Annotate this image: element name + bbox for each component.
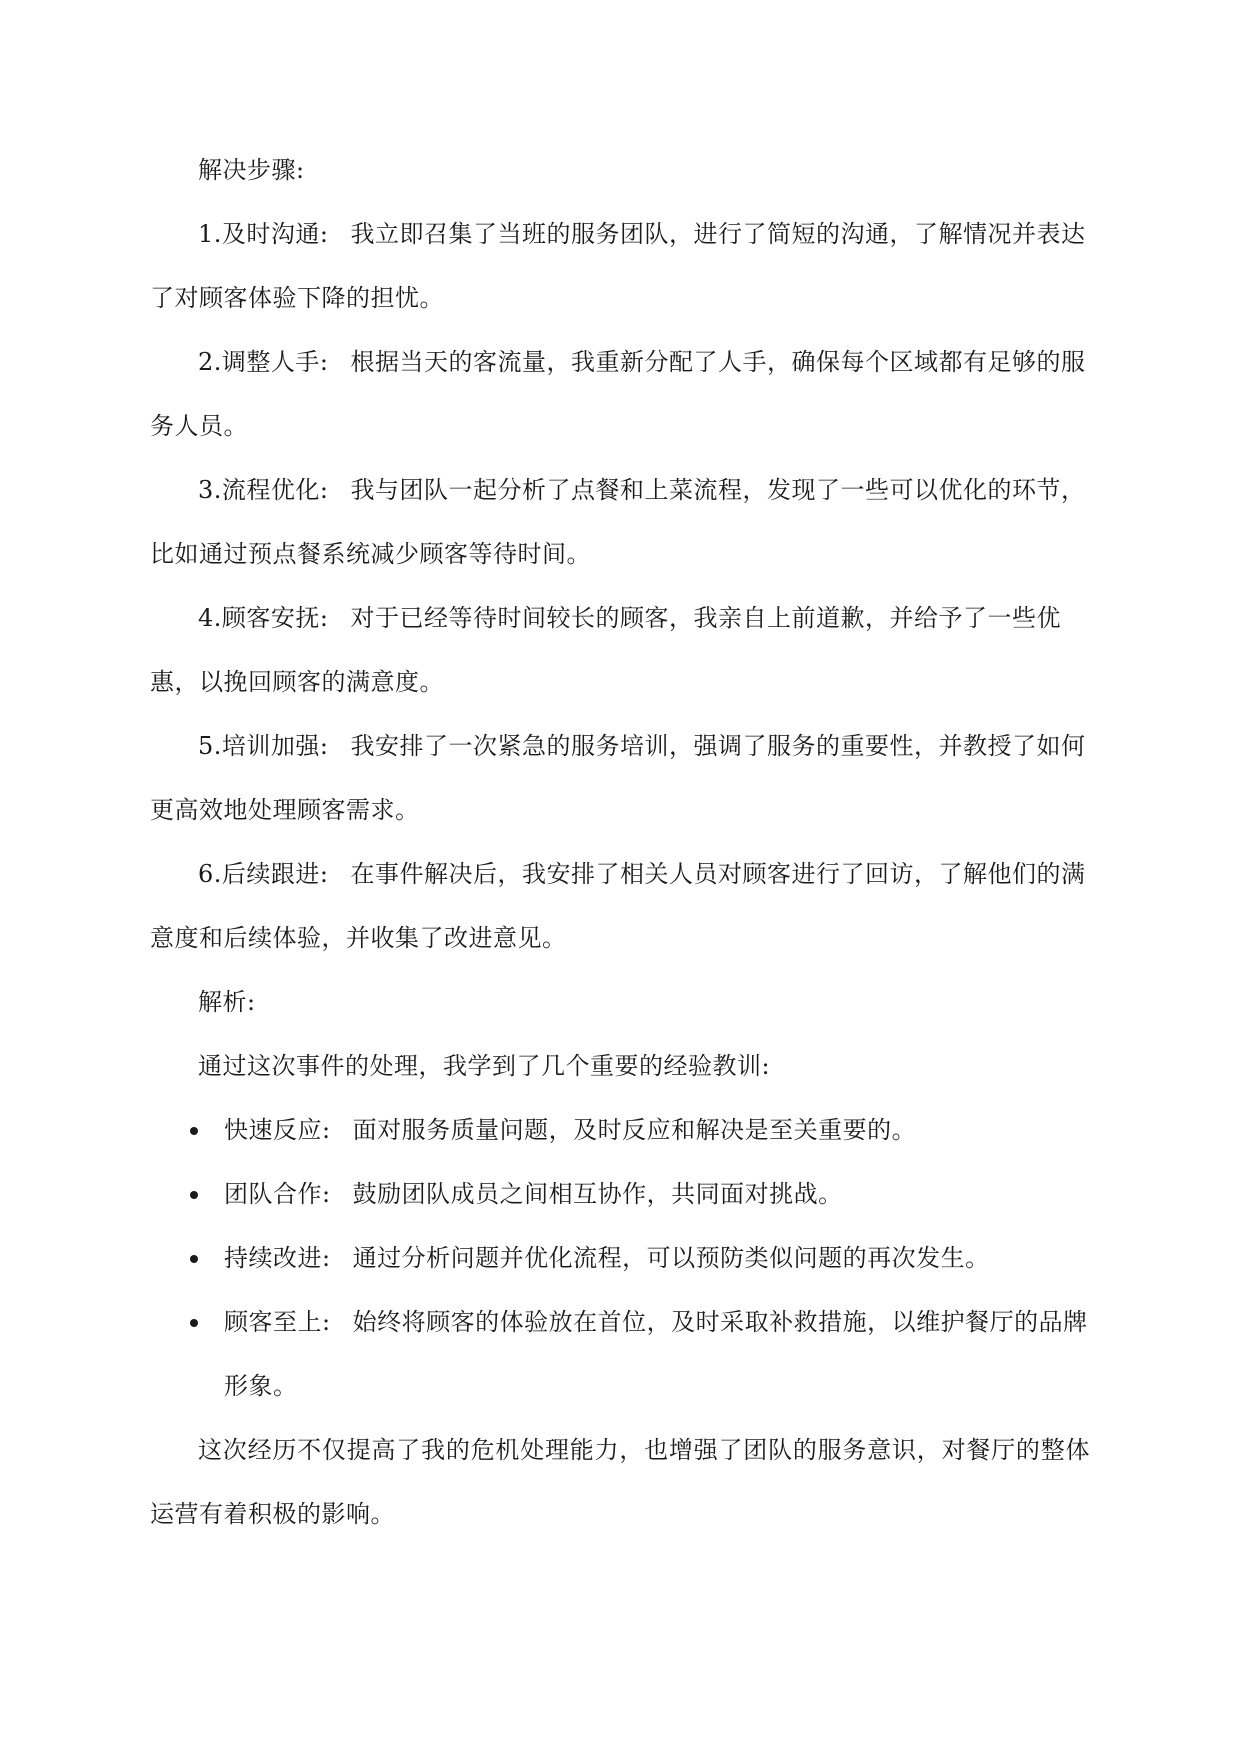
list-item bbox=[150, 1162, 1090, 1226]
bullet-dot-icon bbox=[190, 1319, 198, 1327]
lesson-label: 顾客至上: bbox=[224, 1308, 331, 1336]
bullet-dot-icon bbox=[190, 1127, 198, 1135]
list-item bbox=[150, 1290, 1090, 1418]
bullet-dot-icon bbox=[190, 1191, 198, 1199]
lesson-text: 始终将顾客的体验放在首位，及时采取补救措施，以维护餐厅的品牌形象。 bbox=[224, 1308, 1088, 1400]
step-text: 我安排了一次紧急的服务培训，强调了服务的重要性，并教授了如何更高效地处理顾客需求。 bbox=[150, 732, 1086, 824]
list-item bbox=[150, 1098, 1090, 1162]
step-label: 2.调整人手: bbox=[198, 348, 329, 376]
document-page bbox=[150, 138, 1090, 1546]
steps-heading: 解决步骤: bbox=[198, 156, 305, 184]
step-item bbox=[150, 586, 1090, 714]
conclusion-paragraph: 这次经历不仅提高了我的危机处理能力，也增强了团队的服务意识，对餐厅的整体运营有着积极的影响。 bbox=[150, 1436, 1090, 1528]
step-label: 5.培训加强: bbox=[198, 732, 329, 760]
step-text: 我立即召集了当班的服务团队，进行了简短的沟通，了解情况并表达了对顾客体验下降的担忧。 bbox=[150, 220, 1086, 312]
analysis-intro: 通过这次事件的处理，我学到了几个重要的经验教训: bbox=[198, 1052, 771, 1080]
step-text: 我与团队一起分析了点餐和上菜流程，发现了一些可以优化的环节，比如通过预点餐系统减少顾客等待时间。 bbox=[150, 476, 1086, 568]
step-item bbox=[150, 202, 1090, 330]
step-label: 4.顾客安抚: bbox=[198, 604, 329, 632]
step-item bbox=[150, 458, 1090, 586]
list-item bbox=[150, 1226, 1090, 1290]
lesson-label: 持续改进: bbox=[224, 1244, 331, 1272]
lesson-label: 快速反应: bbox=[224, 1116, 331, 1144]
lesson-text: 鼓励团队成员之间相互协作，共同面对挑战。 bbox=[352, 1180, 843, 1208]
step-item bbox=[150, 842, 1090, 970]
step-label: 1.及时沟通: bbox=[198, 220, 329, 248]
step-label: 6.后续跟进: bbox=[198, 860, 329, 888]
lessons-list bbox=[150, 1098, 1090, 1418]
step-item bbox=[150, 330, 1090, 458]
step-text: 对于已经等待时间较长的顾客，我亲自上前道歉，并给予了一些优惠，以挽回顾客的满意度。 bbox=[150, 604, 1061, 696]
step-text: 在事件解决后，我安排了相关人员对顾客进行了回访，了解他们的满意度和后续体验，并收集了改进意见。 bbox=[150, 860, 1086, 952]
step-item bbox=[150, 714, 1090, 842]
step-label: 3.流程优化: bbox=[198, 476, 329, 504]
analysis-heading: 解析: bbox=[198, 988, 256, 1016]
step-text: 根据当天的客流量，我重新分配了人手，确保每个区域都有足够的服务人员。 bbox=[150, 348, 1086, 440]
lesson-label: 团队合作: bbox=[224, 1180, 331, 1208]
lesson-text: 面对服务质量问题，及时反应和解决是至关重要的。 bbox=[352, 1116, 917, 1144]
lesson-text: 通过分析问题并优化流程，可以预防类似问题的再次发生。 bbox=[352, 1244, 990, 1272]
bullet-dot-icon bbox=[190, 1255, 198, 1263]
